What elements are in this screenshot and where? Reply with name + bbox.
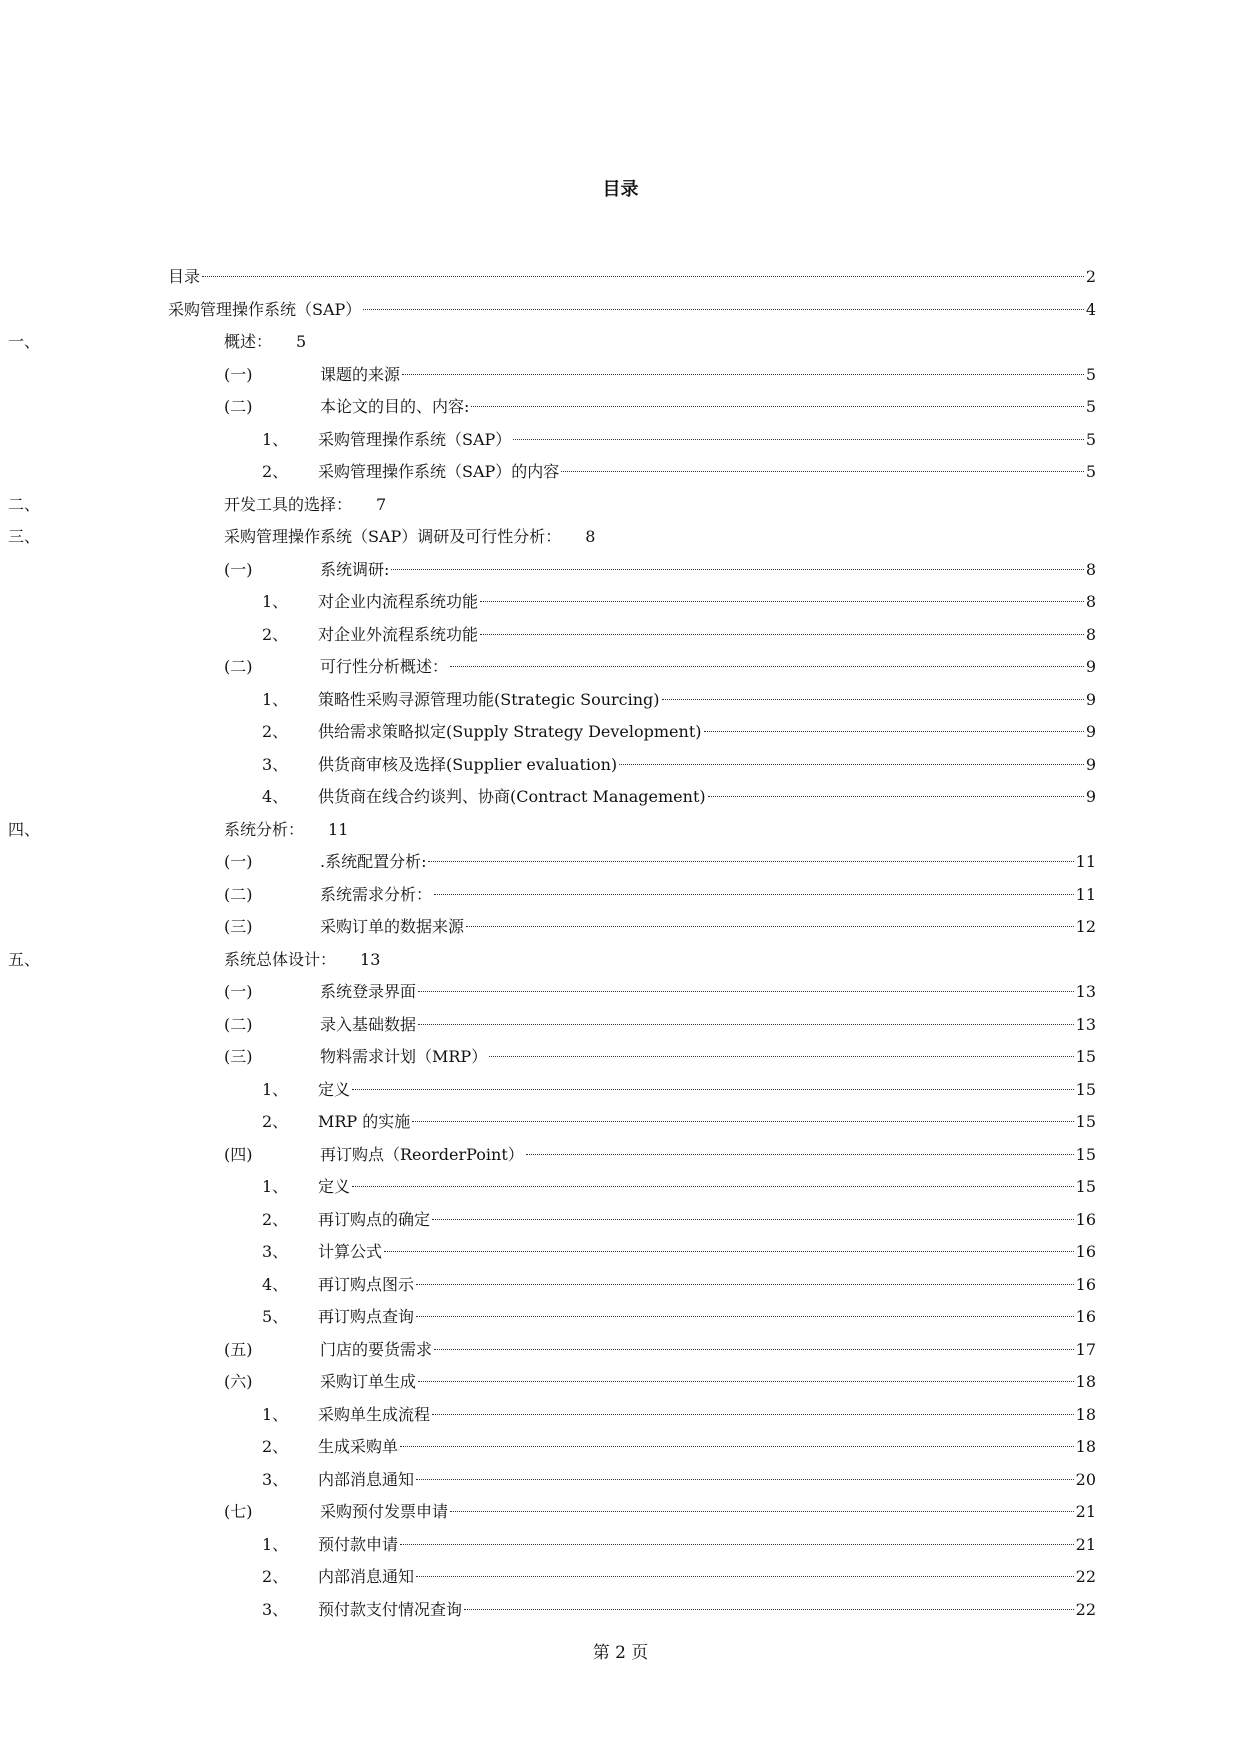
toc-entry-link[interactable]	[318, 1174, 1096, 1200]
toc-entry[interactable]	[0, 1337, 1241, 1363]
toc-entry[interactable]	[0, 817, 1241, 843]
toc-entry-page: 8	[1085, 624, 1096, 644]
toc-entry-title: 对企业内流程系统功能	[318, 592, 479, 611]
toc-leader-dots	[708, 796, 1084, 797]
toc-entry[interactable]	[0, 1532, 1241, 1558]
toc-entry-page: 8	[585, 527, 596, 546]
toc-entry-title: 系统分析：	[224, 819, 305, 839]
toc-entry-title: 供货商审核及选择(Supplier evaluation)	[318, 754, 618, 774]
toc-entry-link[interactable]	[224, 947, 380, 973]
toc-entry-title: 目录	[168, 267, 201, 286]
toc-entry-title: 生成采购单	[318, 1437, 399, 1456]
toc-entry-number: 3、	[262, 1242, 289, 1261]
toc-entry-title: .系统配置分析:	[320, 852, 427, 871]
toc-entry-number: (二)	[224, 884, 253, 904]
toc-entry-number: 三、	[8, 527, 41, 546]
toc-entry-link[interactable]	[318, 589, 1096, 615]
toc-entry-page: 11	[1075, 884, 1096, 904]
toc-entry-page: 16	[1075, 1242, 1096, 1261]
toc-entry[interactable]	[0, 1564, 1241, 1590]
toc-entry-link[interactable]	[318, 1597, 1096, 1623]
toc-entry-number: 1、	[262, 592, 289, 611]
toc-entry[interactable]	[0, 1499, 1241, 1525]
toc-entry-number: (一)	[224, 982, 253, 1001]
toc-leader-dots	[619, 764, 1084, 765]
toc-entry[interactable]	[0, 557, 1241, 583]
toc-entry[interactable]	[0, 1044, 1241, 1070]
toc-entry[interactable]	[0, 752, 1241, 778]
toc-entry-link[interactable]	[318, 1207, 1096, 1233]
toc-entry-title: 内部消息通知	[318, 1469, 415, 1489]
toc-entry-page: 4	[1085, 299, 1096, 319]
toc-entry-page: 21	[1075, 1502, 1096, 1521]
toc-entry-link[interactable]	[168, 264, 1096, 290]
toc-entry[interactable]	[0, 1142, 1241, 1168]
toc-leader-dots	[416, 1284, 1074, 1285]
toc-leader-dots	[400, 1446, 1074, 1447]
toc-entry-title: 开发工具的选择：	[224, 494, 353, 514]
toc-leader-dots	[412, 1121, 1073, 1122]
toc-entry-title: 再订购点查询	[318, 1307, 415, 1326]
toc-entry-link[interactable]	[320, 1012, 1096, 1038]
toc-entry-link[interactable]	[318, 1077, 1096, 1103]
toc-entry[interactable]	[0, 719, 1241, 745]
toc-leader-dots	[526, 1154, 1074, 1155]
toc-entry-link[interactable]	[318, 1304, 1096, 1330]
toc-entry[interactable]	[0, 882, 1241, 908]
toc-leader-dots	[450, 1511, 1074, 1512]
toc-entry-page: 15	[1075, 1144, 1096, 1164]
toc-entry-number: (五)	[224, 1339, 253, 1359]
toc-entry[interactable]	[0, 687, 1241, 713]
toc-entry-title: 采购订单的数据来源	[320, 917, 465, 936]
toc-entry-number: (二)	[224, 1014, 253, 1034]
toc-entry-page: 5	[1085, 462, 1096, 481]
toc-entry-number: (二)	[224, 657, 253, 676]
toc-entry-number: 2、	[262, 462, 289, 481]
toc-entry-page: 9	[1085, 787, 1096, 806]
toc-leader-dots	[662, 699, 1084, 700]
toc-entry-number: 1、	[262, 689, 289, 709]
toc-entry[interactable]	[0, 1109, 1241, 1135]
toc-entry-page: 5	[296, 332, 307, 351]
toc-entry-page: 5	[1085, 364, 1096, 384]
toc-entry-page: 15	[1075, 1112, 1096, 1131]
toc-entry-page: 21	[1075, 1534, 1096, 1554]
toc-entry-link[interactable]	[318, 622, 1096, 648]
toc-entry-title: 课题的来源	[320, 364, 401, 384]
toc-entry[interactable]	[0, 1402, 1241, 1428]
toc-entry-link[interactable]	[224, 329, 306, 355]
toc-entry-link[interactable]	[318, 1272, 1096, 1298]
toc-entry[interactable]	[0, 784, 1241, 810]
toc-entry-page: 18	[1075, 1404, 1096, 1424]
toc-entry-number: 2、	[262, 722, 289, 741]
toc-entry-link[interactable]	[320, 394, 1096, 420]
toc-entry-link[interactable]	[318, 1239, 1096, 1265]
toc-entry-link[interactable]	[320, 1044, 1096, 1070]
toc-entry-title: 内部消息通知	[318, 1567, 415, 1586]
toc-entry[interactable]	[0, 1467, 1241, 1493]
toc-entry-number: 五、	[8, 949, 41, 969]
toc-entry-number: 5、	[262, 1307, 289, 1326]
toc-leader-dots	[416, 1479, 1074, 1480]
toc-entry-number: (七)	[224, 1502, 253, 1521]
toc-leader-dots	[489, 1056, 1073, 1057]
toc-leader-dots	[464, 1609, 1074, 1610]
toc-entry-page: 9	[1085, 722, 1096, 741]
toc-entry-link[interactable]	[224, 492, 386, 518]
toc-entry-page: 7	[376, 494, 387, 514]
toc-leader-dots	[432, 1414, 1074, 1415]
toc-entry-link[interactable]	[320, 914, 1096, 940]
toc-entry-title: 再订购点（ReorderPoint）	[320, 1144, 524, 1164]
toc-entry-link[interactable]	[320, 1369, 1096, 1395]
toc-entry-page: 20	[1075, 1469, 1096, 1489]
toc-entry-number: 1、	[262, 1079, 289, 1099]
toc-entry-page: 5	[1085, 397, 1096, 416]
toc-leader-dots	[400, 1544, 1074, 1545]
toc-leader-dots	[402, 374, 1084, 375]
toc-entry-title: 采购订单生成	[320, 1372, 417, 1391]
toc-entry-page: 22	[1075, 1599, 1096, 1619]
toc-entry[interactable]	[0, 1369, 1241, 1395]
toc-entry-title: 定义	[318, 1079, 351, 1099]
page-title: 目录	[602, 179, 639, 200]
toc-entry-page: 16	[1075, 1307, 1096, 1326]
toc-leader-dots	[513, 439, 1084, 440]
toc-entry[interactable]	[0, 1174, 1241, 1200]
toc-entry-title: 可行性分析概述：	[320, 657, 449, 676]
toc-entry-link[interactable]	[318, 1532, 1096, 1558]
toc-entry-page: 22	[1075, 1567, 1096, 1586]
toc-entry-link[interactable]	[320, 849, 1096, 875]
toc-entry-number: 1、	[262, 429, 289, 449]
toc-entry-number: 二、	[8, 494, 41, 514]
toc-entry[interactable]	[0, 394, 1241, 420]
toc-entry-page: 16	[1075, 1274, 1096, 1294]
toc-entry-page: 12	[1075, 917, 1096, 936]
toc-entry-title: 采购预付发票申请	[320, 1502, 449, 1521]
toc-leader-dots	[391, 569, 1083, 570]
toc-entry-link[interactable]	[320, 1337, 1096, 1363]
toc-leader-dots	[416, 1316, 1074, 1317]
toc-entry-page: 18	[1075, 1437, 1096, 1456]
toc-entry-title: 策略性采购寻源管理功能(Strategic Sourcing)	[318, 689, 660, 709]
toc-entry-title: 系统调研:	[320, 559, 390, 579]
toc-entry-number: (一)	[224, 364, 253, 384]
toc-entry-link[interactable]	[224, 817, 348, 843]
toc-entry-number: (六)	[224, 1372, 253, 1391]
toc-entry[interactable]	[0, 264, 1241, 290]
toc-entry-link[interactable]	[320, 362, 1096, 388]
toc-entry-link[interactable]	[318, 1467, 1096, 1493]
toc-entry-number: 2、	[262, 1567, 289, 1586]
toc-entry-page: 13	[1075, 982, 1096, 1001]
toc-entry-link[interactable]	[320, 882, 1096, 908]
toc-entry-page: 2	[1085, 267, 1096, 286]
toc-entry-page: 13	[360, 949, 381, 969]
toc-entry[interactable]	[0, 1239, 1241, 1265]
toc-entry-title: 供货商在线合约谈判、协商(Contract Management)	[318, 787, 706, 806]
toc-entry-link[interactable]	[318, 427, 1096, 453]
toc-entry-number: (三)	[224, 917, 253, 936]
toc-entry[interactable]	[0, 1304, 1241, 1330]
toc-entry[interactable]	[0, 914, 1241, 940]
toc-entry-link[interactable]	[320, 1499, 1096, 1525]
toc-entry-number: 1、	[262, 1534, 289, 1554]
toc-entry-link[interactable]	[320, 1142, 1096, 1168]
toc-entry[interactable]	[0, 427, 1241, 453]
toc-entry-page: 16	[1075, 1209, 1096, 1229]
toc-entry[interactable]	[0, 297, 1241, 323]
toc-entry-link[interactable]	[318, 1564, 1096, 1590]
toc-entry[interactable]	[0, 1434, 1241, 1460]
toc-entry-page: 11	[328, 819, 349, 839]
toc-leader-dots	[418, 991, 1074, 992]
toc-entry-title: 采购单生成流程	[318, 1404, 431, 1424]
toc-entry[interactable]	[0, 979, 1241, 1005]
toc-leader-dots	[434, 894, 1074, 895]
toc-entry-page: 15	[1075, 1079, 1096, 1099]
toc-entry-page: 13	[1075, 1014, 1096, 1034]
toc-entry-number: (三)	[224, 1047, 253, 1066]
toc-entry-title: 系统登录界面	[320, 982, 417, 1001]
toc-entry-page: 15	[1075, 1047, 1096, 1066]
toc-entry-title: 预付款支付情况查询	[318, 1599, 463, 1619]
toc-entry-title: 录入基础数据	[320, 1014, 417, 1034]
toc-leader-dots	[428, 861, 1073, 862]
toc-entry-title: 采购管理操作系统（SAP）调研及可行性分析：	[224, 527, 562, 546]
toc-leader-dots	[704, 731, 1084, 732]
toc-entry[interactable]	[0, 459, 1241, 485]
toc-entry-number: (二)	[224, 397, 253, 416]
toc-entry-number: 1、	[262, 1404, 289, 1424]
toc-entry[interactable]	[0, 654, 1241, 680]
toc-entry[interactable]	[0, 589, 1241, 615]
toc-leader-dots	[432, 1219, 1074, 1220]
toc-entry-page: 15	[1075, 1177, 1096, 1196]
toc-leader-dots	[450, 666, 1084, 667]
toc-entry-link[interactable]	[168, 297, 1096, 323]
toc-entry-link[interactable]	[318, 1434, 1096, 1460]
toc-entry-title: 定义	[318, 1177, 351, 1196]
toc-entry-title: 门店的要货需求	[320, 1339, 433, 1359]
toc-entry-number: (四)	[224, 1144, 253, 1164]
toc-leader-dots	[416, 1576, 1074, 1577]
toc-entry-link[interactable]	[318, 687, 1096, 713]
toc-entry-title: 概述：	[224, 332, 273, 351]
toc-leader-dots	[202, 276, 1084, 277]
toc-entry-page: 9	[1085, 657, 1096, 676]
toc-entry-link[interactable]	[320, 557, 1096, 583]
toc-entry-link[interactable]	[320, 654, 1096, 680]
toc-entry-title: 再订购点图示	[318, 1274, 415, 1294]
toc-entry-title: 系统总体设计：	[224, 949, 337, 969]
toc-entry[interactable]	[0, 1207, 1241, 1233]
toc-entry-number: 3、	[262, 1599, 289, 1619]
toc-entry[interactable]	[0, 1012, 1241, 1038]
toc-entry-title: 对企业外流程系统功能	[318, 624, 479, 644]
toc-entry-link[interactable]	[224, 524, 595, 550]
toc-entry-link[interactable]	[318, 459, 1096, 485]
toc-entry-title: 本论文的目的、内容:	[320, 397, 470, 416]
toc-entry-title: 系统需求分析：	[320, 884, 433, 904]
toc-leader-dots	[352, 1089, 1074, 1090]
toc-entry[interactable]	[0, 947, 1241, 973]
toc-entry-title: 计算公式	[318, 1242, 383, 1261]
toc-entry-page: 9	[1085, 689, 1096, 709]
toc-entry[interactable]	[0, 622, 1241, 648]
toc-entry-number: 3、	[262, 754, 289, 774]
toc-entry[interactable]	[0, 849, 1241, 875]
toc-entry[interactable]	[0, 1597, 1241, 1623]
page-footer: 第 2 页	[592, 1643, 649, 1663]
toc-entry[interactable]	[0, 1077, 1241, 1103]
toc-entry-number: 4、	[262, 1274, 289, 1294]
toc-entry-title: 预付款申请	[318, 1534, 399, 1554]
toc-entry-number: 1、	[262, 1177, 289, 1196]
toc-entry-title: 物料需求计划（MRP）	[320, 1047, 488, 1066]
toc-entry-page: 9	[1085, 754, 1096, 774]
toc-entry-title: 采购管理操作系统（SAP）	[318, 429, 512, 449]
toc-entry-page: 8	[1085, 559, 1096, 579]
toc-entry-number: (一)	[224, 852, 253, 871]
toc-entry-number: 2、	[262, 624, 289, 644]
toc-entry[interactable]	[0, 329, 1241, 355]
toc-leader-dots	[352, 1186, 1074, 1187]
toc-entry-number: 四、	[8, 819, 41, 839]
toc-leader-dots	[384, 1251, 1074, 1252]
toc-entry-number: 一、	[8, 332, 41, 351]
toc-entry-title: 采购管理操作系统（SAP）的内容	[318, 462, 560, 481]
toc-entry-number: 4、	[262, 787, 289, 806]
toc-entry-page: 17	[1075, 1339, 1096, 1359]
toc-entry[interactable]	[0, 1272, 1241, 1298]
toc-leader-dots	[561, 471, 1084, 472]
toc-leader-dots	[466, 926, 1074, 927]
toc-entry-number: 2、	[262, 1209, 289, 1229]
toc-leader-dots	[363, 309, 1084, 310]
toc-entry-link[interactable]	[318, 1109, 1096, 1135]
toc-entry-page: 8	[1085, 592, 1096, 611]
toc-entry-title: 供给需求策略拟定(Supply Strategy Development)	[318, 722, 702, 741]
toc-entry[interactable]	[0, 524, 1241, 550]
toc-leader-dots	[418, 1381, 1074, 1382]
toc-entry-link[interactable]	[320, 979, 1096, 1005]
toc-entry-title: 采购管理操作系统（SAP）	[168, 299, 362, 319]
toc-entry-page: 18	[1075, 1372, 1096, 1391]
toc-leader-dots	[418, 1024, 1074, 1025]
toc-leader-dots	[434, 1349, 1074, 1350]
toc-entry-link[interactable]	[318, 1402, 1096, 1428]
toc-entry-page: 5	[1085, 429, 1096, 449]
toc-entry-page: 11	[1075, 852, 1096, 871]
toc-entry-number: 3、	[262, 1469, 289, 1489]
toc-entry[interactable]	[0, 362, 1241, 388]
toc-entry-link[interactable]	[318, 752, 1096, 778]
toc-entry[interactable]	[0, 492, 1241, 518]
toc-leader-dots	[480, 634, 1084, 635]
toc-entry-number: 2、	[262, 1437, 289, 1456]
toc-entry-title: 再订购点的确定	[318, 1209, 431, 1229]
toc-leader-dots	[480, 601, 1084, 602]
toc-leader-dots	[471, 406, 1083, 407]
toc-entry-number: (一)	[224, 559, 253, 579]
toc-entry-link[interactable]	[318, 784, 1096, 810]
toc-entry-link[interactable]	[318, 719, 1096, 745]
toc-entry-number: 2、	[262, 1112, 289, 1131]
toc-entry-title: MRP 的实施	[318, 1112, 411, 1131]
